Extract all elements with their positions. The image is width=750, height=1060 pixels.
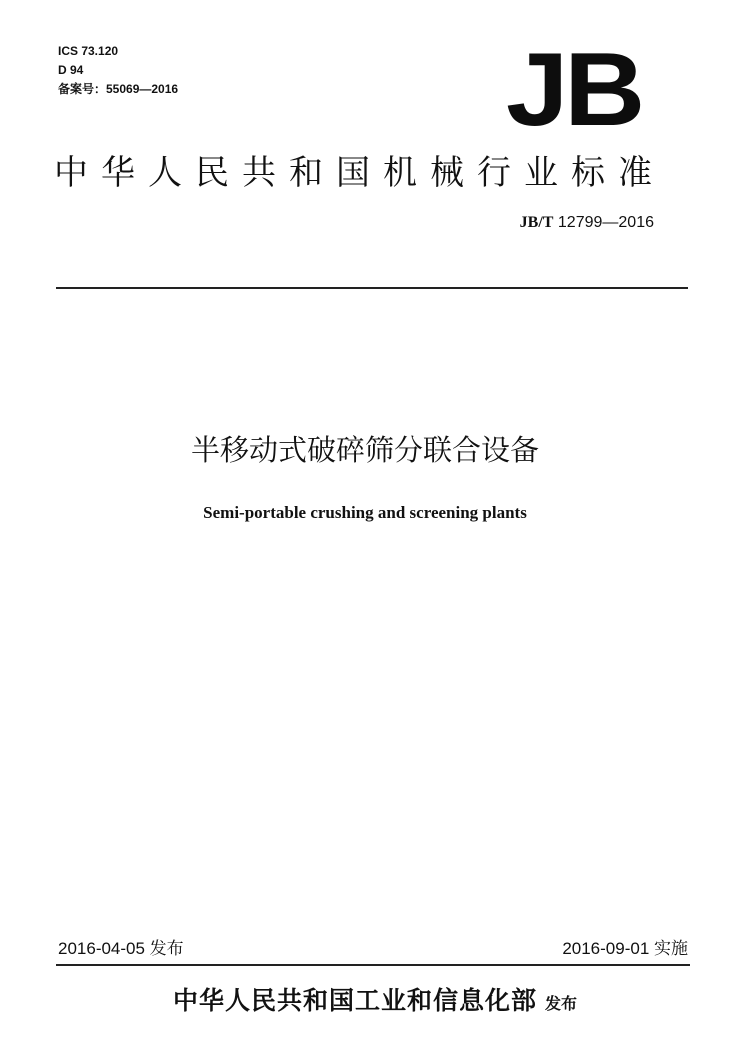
issuer-name: 中华人民共和国工业和信息化部 [172,986,537,1015]
title-english: Semi-portable crushing and screening plants [203,503,527,522]
issuer-line [0,984,750,1021]
org-title: 中华人民共和国机械行业标准 [54,153,665,193]
standard-number-prefix: JB/T [519,214,554,231]
bottom-divider [56,964,690,966]
standard-number [520,213,654,233]
top-divider [56,287,688,289]
filing-number: 备案号：55069—2016 [58,82,179,96]
ics-code: ICS 73.120 [58,44,119,58]
implementation-date: 2016-09-01 实施 [562,939,688,958]
jb-logo: JB [506,32,641,148]
title-chinese: 半移动式破碎筛分联合设备 [190,433,539,467]
issue-date: 2016-04-05 发布 [58,939,184,958]
ccs-code: D 94 [58,63,84,77]
standard-number-value: 12799—2016 [557,214,654,231]
classification-block [58,42,178,99]
issuer-suffix: 发布 [545,994,578,1013]
